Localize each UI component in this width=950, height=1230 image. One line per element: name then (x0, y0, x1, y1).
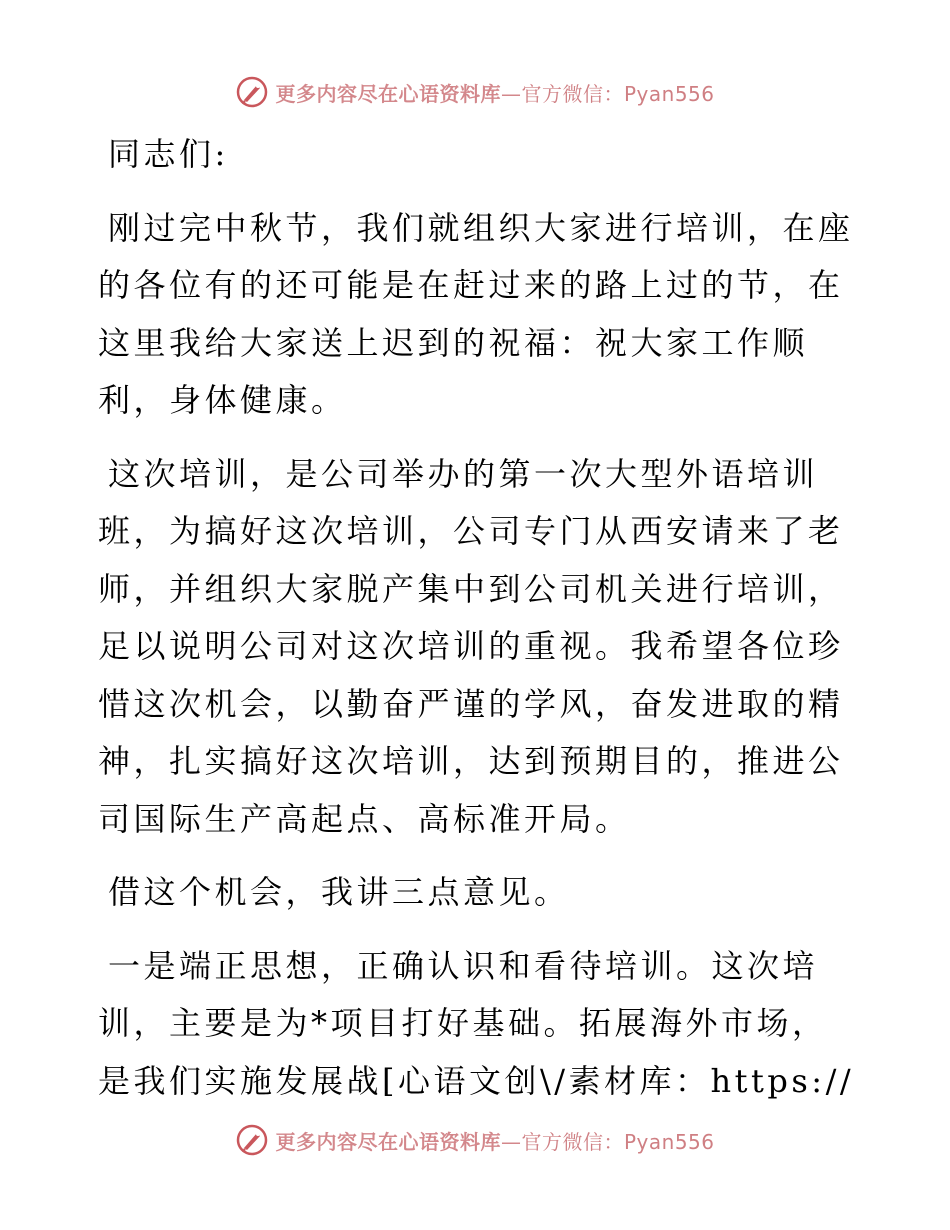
header-watermark (0, 72, 950, 112)
watermark-text: 更多内容尽在心语资料库—官方微信：Pyan556 (275, 1129, 715, 1154)
pen-logo-icon (235, 1123, 269, 1157)
paragraph-salutation: 同志们: (108, 135, 229, 173)
watermark-text: 更多内容尽在心语资料库—官方微信：Pyan556 (275, 81, 715, 106)
paragraph-training-purpose: 这次培训，是公司举办的第一次大型外语培训班，为搞好这次培训，公司专门从西安请来了老师，并组织大家脱产集中到公司机关进行培训，足以说明公司对这次培训的重视。我希望各位珍惜这次机会，以勤奋严谨的学风，奋发进取的精神，扎实搞好这次培训，达到预期目的，推进公司国际生产高起点、高标准开局。 (98, 454, 844, 838)
paragraph-greeting: 刚过完中秋节，我们就组织大家进行培训，在座的各位有的还可能是在赶过来的路上过的节，在这里我给大家送上迟到的祝福：祝大家工作顺利，身体健康。 (98, 208, 854, 419)
document-body (98, 126, 858, 1126)
paragraph-point-one: 一是端正思想，正确认识和看待培训。这次培训，主要是为*项目打好基础。拓展海外市场，是我们实施发展战[心语文创\/素材库：https:// (98, 946, 855, 1100)
footer-watermark (0, 1120, 950, 1160)
pen-logo-icon (235, 75, 269, 109)
paragraph-three-points: 借这个机会，我讲三点意见。 (108, 873, 570, 911)
